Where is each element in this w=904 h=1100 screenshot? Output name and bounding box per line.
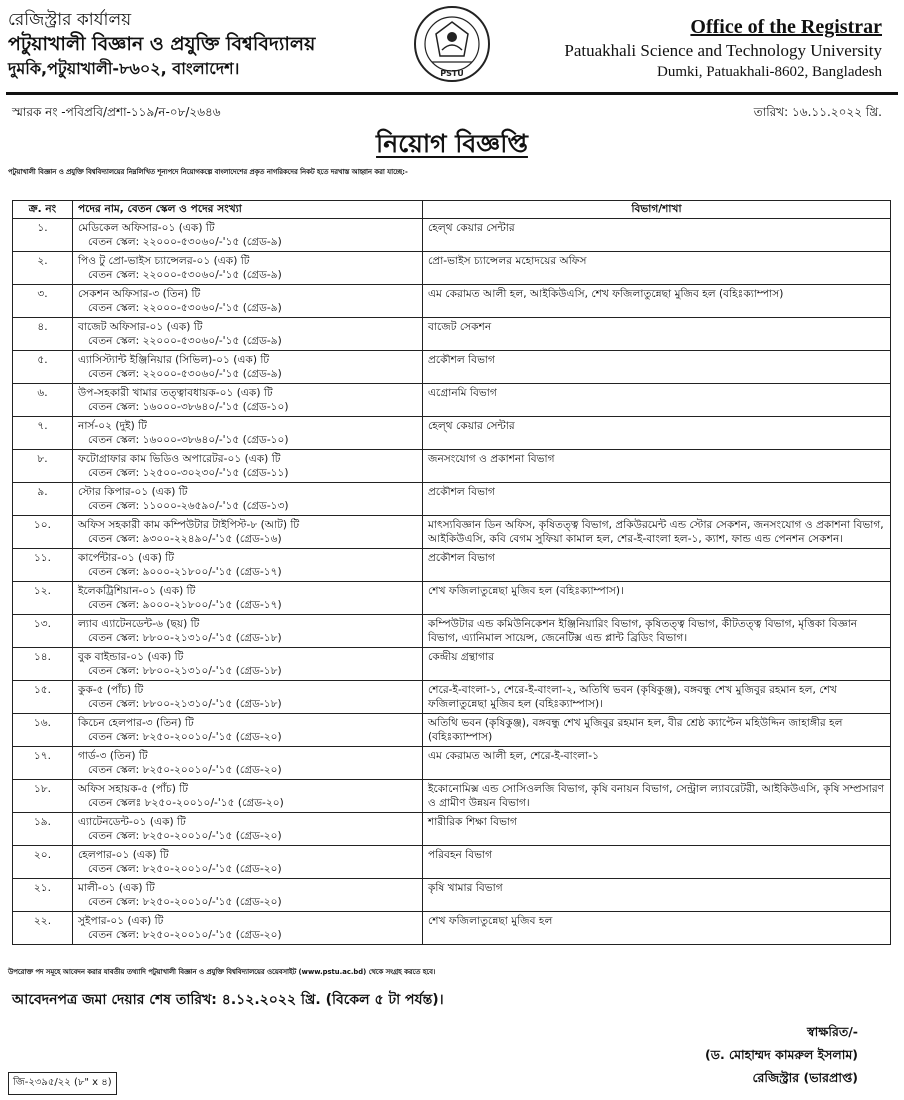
row-pay-scale: বেতন স্কেল: ২২০০০-৫৩০৬০/-'১৫ (গ্রেড-৯) (88, 335, 282, 347)
row-department: কৃষি খামার বিভাগ (423, 879, 891, 912)
signed-mark: স্বাক্ষরিত/- (807, 1024, 858, 1039)
row-serial: ৮. (13, 450, 73, 483)
table-row (13, 681, 891, 714)
row-pay-scale: বেতন স্কেল: ২২০০০-৫৩০৬০/-'১৫ (গ্রেড-৯) (88, 302, 282, 314)
table-row (13, 318, 891, 351)
table-row (13, 351, 891, 384)
header-serial: ক্র. নং (13, 201, 73, 219)
row-post-cell (73, 780, 423, 813)
row-department: হেল্থ কেয়ার সেন্টার (423, 219, 891, 252)
en-university-name: Patuakhali Science and Technology University (564, 41, 882, 60)
table-row (13, 219, 891, 252)
table-row (13, 813, 891, 846)
notice-date: তারিখ: ১৬.১১.২০২২ খ্রি. (753, 105, 882, 119)
row-department: হেল্থ কেয়ার সেন্টার (423, 417, 891, 450)
vacancy-table-body (13, 219, 891, 945)
notice-title-wrap (0, 124, 904, 167)
row-pay-scale: বেতন স্কেল: ৯০০০-২১৮০০/-'১৫ (গ্রেড-১৭) (88, 599, 282, 611)
row-post-name: ফটোগ্রাফার কাম ভিডিও অপারেটর-০১ (এক) টি (78, 453, 281, 465)
row-post-cell (73, 582, 423, 615)
table-row (13, 483, 891, 516)
row-pay-scale: বেতন স্কেলঃ ৮২৫০-২০০১০/-'১৫ (গ্রেড-২০) (88, 797, 284, 809)
table-row (13, 285, 891, 318)
row-serial: ৪. (13, 318, 73, 351)
row-serial: ১. (13, 219, 73, 252)
table-row (13, 417, 891, 450)
row-post-name: অফিস সহায়ক-৫ (পাঁচ) টি (78, 783, 189, 795)
row-department: এম কেরামত আলী হল, আইকিউএসি, শেখ ফজিলাতুন্নেছা মুজিব হল (বহিঃক্যাম্পাস) (423, 285, 891, 318)
row-serial: ৫. (13, 351, 73, 384)
row-serial: ২১. (13, 879, 73, 912)
row-serial: ৭. (13, 417, 73, 450)
row-post-name: বুক বাইন্ডার-০১ (এক) টি (78, 651, 184, 663)
row-department: প্রকৌশল বিভাগ (423, 483, 891, 516)
row-serial: ২০. (13, 846, 73, 879)
table-row (13, 912, 891, 945)
row-serial: ১৮. (13, 780, 73, 813)
row-post-cell (73, 516, 423, 549)
row-pay-scale: বেতন স্কেল: ৯০০০-২১৮০০/-'১৫ (গ্রেড-১৭) (88, 566, 282, 578)
row-post-name: অফিস সহকারী কাম কম্পিউটার টাইপিস্ট-৮ (আট) টি (78, 519, 300, 531)
row-pay-scale: বেতন স্কেল: ৯৩০০-২২৪৯০/-'১৫ (গ্রেড-১৬) (88, 533, 282, 545)
table-row (13, 879, 891, 912)
row-post-cell (73, 285, 423, 318)
row-pay-scale: বেতন স্কেল: ৮২৫০-২০০১০/-'১৫ (গ্রেড-২০) (88, 896, 282, 908)
row-department: শারীরিক শিক্ষা বিভাগ (423, 813, 891, 846)
row-post-cell (73, 549, 423, 582)
row-pay-scale: বেতন স্কেল: ১৬০০০-৩৮৬৪০/-'১৫ (গ্রেড-১০) (88, 401, 289, 413)
row-serial: ১৫. (13, 681, 73, 714)
row-post-cell (73, 219, 423, 252)
row-post-cell (73, 318, 423, 351)
row-department: অতিথি ভবন (কৃষিকুঞ্জ), বঙ্গবন্ধু শেখ মুজিবুর রহমান হল, বীর শ্রেষ্ঠ ক্যাপ্টেন মহিউদ্দিন জাহাঙ্গীর হল (বহিঃক্যাম্পাস) (423, 714, 891, 747)
row-department: ইকোনোমিক্স এন্ড সোসিওলজি বিভাগ, কৃষি বনায়ন বিভাগ, সেন্ট্রাল ল্যাবরেটরী, আইকিউএসি, কৃষি সম্প্রসারণ ও গ্রামীণ উন্নয়ন বিভাগ। (423, 780, 891, 813)
row-department: পরিবহন বিভাগ (423, 846, 891, 879)
row-post-name: হেলপার-০১ (এক) টি (78, 849, 169, 861)
row-pay-scale: বেতন স্কেল: ১১০০০-২৬৫৯০/-'১৫ (গ্রেড-১৩) (88, 500, 289, 512)
row-post-cell (73, 483, 423, 516)
table-row (13, 846, 891, 879)
row-post-name: গার্ড-৩ (তিন) টি (78, 750, 148, 762)
row-department: কেন্দ্রীয় গ্রন্থাগার (423, 648, 891, 681)
header-post: পদের নাম, বেতন স্কেল ও পদের সংখ্যা (73, 201, 423, 219)
table-row (13, 384, 891, 417)
row-serial: ১১. (13, 549, 73, 582)
row-department: প্রকৌশল বিভাগ (423, 549, 891, 582)
row-pay-scale: বেতন স্কেল: ২২০০০-৫৩০৬০/-'১৫ (গ্রেড-৯) (88, 368, 282, 380)
row-department: শেখ ফজিলাতুন্নেছা মুজিব হল (423, 912, 891, 945)
row-pay-scale: বেতন স্কেল: ৮৮০০-২১৩১০/-'১৫ (গ্রেড-১৮) (88, 698, 282, 710)
row-post-cell (73, 648, 423, 681)
table-row (13, 648, 891, 681)
application-info: উপরোক্ত পদ সমূহে আবেদন করার যাবতীয় তথ্যাদি পটুয়াখালী বিজ্ঞান ও প্রযুক্তি বিশ্ববিদ্যালয়ের ওয়েবসাইট (www.pstu.ac.bd) থেকে সংগ্রহ করতে হবে। (8, 968, 436, 976)
row-department: বাজেট সেকশন (423, 318, 891, 351)
row-pay-scale: বেতন স্কেল: ৮৮০০-২১৩১০/-'১৫ (গ্রেড-১৮) (88, 632, 282, 644)
row-pay-scale: বেতন স্কেল: ৮২৫০-২০০১০/-'১৫ (গ্রেড-২০) (88, 863, 282, 875)
row-pay-scale: বেতন স্কেল: ২২০০০-৫৩০৬০/-'১৫ (গ্রেড-৯) (88, 236, 282, 248)
signature-block (705, 1020, 858, 1089)
row-serial: ১৯. (13, 813, 73, 846)
notice-title: নিয়োগ বিজ্ঞপ্তি (376, 129, 528, 158)
row-serial: ৩. (13, 285, 73, 318)
table-row (13, 747, 891, 780)
row-post-name: ল্যাব এ্যাটেনডেন্ট-৬ (ছয়) টি (78, 618, 200, 630)
row-post-name: মালী-০১ (এক) টি (78, 882, 155, 894)
row-post-name: এ্যাটেনডেন্ট-০১ (এক) টি (78, 816, 186, 828)
row-pay-scale: বেতন স্কেল: ৮২৫০-২০০১০/-'১৫ (গ্রেড-২০) (88, 929, 282, 941)
row-department: শেখ ফজিলাতুন্নেছা মুজিব হল (বহিঃক্যাম্পাস)। (423, 582, 891, 615)
table-row (13, 252, 891, 285)
en-office-name: Office of the Registrar (690, 16, 882, 38)
row-post-cell (73, 417, 423, 450)
row-post-name: ইলেকট্রিশিয়ান-০১ (এক) টি (78, 585, 196, 597)
table-row (13, 582, 891, 615)
row-post-cell (73, 384, 423, 417)
row-department: এম কেরামত আলী হল, শেরে-ই-বাংলা-১ (423, 747, 891, 780)
row-serial: ১৪. (13, 648, 73, 681)
bn-university-name: পটুয়াখালী বিজ্ঞান ও প্রযুক্তি বিশ্ববিদ্যালয় (8, 33, 316, 55)
row-post-name: নার্স-০২ (দুই) টি (78, 420, 147, 432)
row-post-name: মেডিকেল অফিসার-০১ (এক) টি (78, 222, 215, 234)
row-serial: ২২. (13, 912, 73, 945)
bn-office-name: রেজিস্ট্রার কার্যালয় (8, 10, 132, 30)
row-department: মাৎস্যবিজ্ঞান ডিন অফিস, কৃষিতত্ত্ব বিভাগ, প্রকিউরমেন্ট এন্ড স্টোর সেকশন, জনসংযোগ ও প্রকাশনা বিভাগ, আইকিউএসি, কবি বেগম সুফিয়া কামাল হল, শের-ই-বাংলা হল-১, ক্যাশ, ফান্ড এন্ড পেনশন সেকশন। (423, 516, 891, 549)
row-post-cell (73, 879, 423, 912)
bn-address: দুমকি,পটুয়াখালী-৮৬০২, বাংলাদেশ। (8, 59, 240, 78)
intro-paragraph: পটুয়াখালী বিজ্ঞান ও প্রযুক্তি বিশ্ববিদ্যালয়ের নিম্নলিখিত শূন্যপদে নিয়োগকল্পে বাংলাদেশের প্রকৃত নাগরিকদের নিকট হতে দরখাস্ত আহ্বান করা যাচ্ছে:- (8, 168, 408, 176)
row-post-name: পিও টু প্রো-ভাইস চ্যান্সেলর-০১ (এক) টি (78, 255, 250, 267)
table-row (13, 549, 891, 582)
row-serial: ৯. (13, 483, 73, 516)
letterhead-bangla (8, 8, 428, 81)
row-post-cell (73, 912, 423, 945)
row-post-name: কার্পেন্টার-০১ (এক) টি (78, 552, 175, 564)
row-post-cell (73, 351, 423, 384)
table-row (13, 714, 891, 747)
row-post-cell (73, 615, 423, 648)
logo-text: PSTU (440, 69, 464, 78)
signatory-name: (ড. মোহাম্মদ কামরুল ইসলাম) (705, 1047, 858, 1062)
row-serial: ১৬. (13, 714, 73, 747)
row-serial: ১২. (13, 582, 73, 615)
row-pay-scale: বেতন স্কেল: ৮২৫০-২০০১০/-'১৫ (গ্রেড-২০) (88, 830, 282, 842)
row-serial: ১৩. (13, 615, 73, 648)
table-row (13, 516, 891, 549)
row-department: জনসংযোগ ও প্রকাশনা বিভাগ (423, 450, 891, 483)
row-pay-scale: বেতন স্কেল: ৮২৫০-২০০১০/-'১৫ (গ্রেড-২০) (88, 731, 282, 743)
table-row (13, 780, 891, 813)
row-department: শেরে-ই-বাংলা-১, শেরে-ই-বাংলা-২, অতিথি ভবন (কৃষিকুঞ্জ), বঙ্গবন্ধু শেখ মুজিবুর রহমান হল, শেখ ফজিলাতুন্নেছা মুজিব হল (বহিঃক্যাম্পাস)। (423, 681, 891, 714)
row-post-name: এ্যাসিস্ট্যান্ট ইঞ্জিনিয়ার (সিভিল)-০১ (এক) টি (78, 354, 270, 366)
row-post-cell (73, 681, 423, 714)
row-pay-scale: বেতন স্কেল: ৮২৫০-২০০১০/-'১৫ (গ্রেড-২০) (88, 764, 282, 776)
header-divider (6, 92, 898, 95)
letterhead-english (542, 14, 882, 82)
row-department: এগ্রোনমি বিভাগ (423, 384, 891, 417)
row-post-name: কুক-৫ (পাঁচ) টি (78, 684, 144, 696)
print-code: জি-২৩৯৫/২২ (৮" x ৪) (8, 1072, 117, 1095)
en-address: Dumki, Patuakhali-8602, Bangladesh (657, 64, 882, 80)
row-pay-scale: বেতন স্কেল: ১২৫০০-৩০২৩০/-'১৫ (গ্রেড-১১) (88, 467, 289, 479)
header-department: বিভাগ/শাখা (423, 201, 891, 219)
row-post-name: সুইপার-০১ (এক) টি (78, 915, 164, 927)
row-post-name: কিচেন হেলপার-৩ (তিন) টি (78, 717, 194, 729)
row-post-cell (73, 714, 423, 747)
row-post-name: সেকশন অফিসার-৩ (তিন) টি (78, 288, 201, 300)
row-department: প্রকৌশল বিভাগ (423, 351, 891, 384)
row-pay-scale: বেতন স্কেল: ২২০০০-৫৩০৬০/-'১৫ (গ্রেড-৯) (88, 269, 282, 281)
memo-number: স্মারক নং -পবিপ্রবি/প্রশা-১১৯/ন-০৮/২৬৪৬ (12, 105, 221, 119)
table-row (13, 450, 891, 483)
row-serial: ২. (13, 252, 73, 285)
row-pay-scale: বেতন স্কেল: ৮৮০০-২১৩১০/-'১৫ (গ্রেড-১৮) (88, 665, 282, 677)
row-serial: ১৭. (13, 747, 73, 780)
letterhead (0, 0, 904, 100)
row-post-cell (73, 813, 423, 846)
university-logo-icon (412, 4, 492, 84)
row-serial: ১০. (13, 516, 73, 549)
row-post-name: বাজেট অফিসার-০১ (এক) টি (78, 321, 203, 333)
application-deadline: আবেদনপত্র জমা দেয়ার শেষ তারিখ: ৪.১২.২০২২ খ্রি. (বিকেল ৫ টা পর্যন্ত)। (12, 992, 444, 1008)
row-post-cell (73, 846, 423, 879)
table-row (13, 615, 891, 648)
row-pay-scale: বেতন স্কেল: ১৬০০০-৩৮৬৪০/-'১৫ (গ্রেড-১০) (88, 434, 289, 446)
row-post-name: স্টোর কিপার-০১ (এক) টি (78, 486, 188, 498)
row-post-cell (73, 747, 423, 780)
row-department: প্রো-ভাইস চ্যান্সেলর মহোদয়ের অফিস (423, 252, 891, 285)
signatory-designation: রেজিস্ট্রার (ভারপ্রাপ্ত) (752, 1070, 858, 1085)
table-header-row (13, 201, 891, 219)
row-post-cell (73, 450, 423, 483)
row-serial: ৬. (13, 384, 73, 417)
row-post-cell (73, 252, 423, 285)
row-department: কম্পিউটার এন্ড কমিউনিকেশন ইঞ্জিনিয়ারিং বিভাগ, কৃষিতত্ত্ব বিভাগ, কীটতত্ত্ব বিভাগ, মৃত্তিকা বিজ্ঞান বিভাগ, এ্যানিমাল সায়েন্স, জেনেটিক্স এন্ড প্লান্ট ব্রিডিং বিভাগ। (423, 615, 891, 648)
row-post-name: উপ-সহকারী খামার তত্ত্বাবধায়ক-০১ (এক) টি (78, 387, 273, 399)
vacancy-table (12, 200, 891, 945)
